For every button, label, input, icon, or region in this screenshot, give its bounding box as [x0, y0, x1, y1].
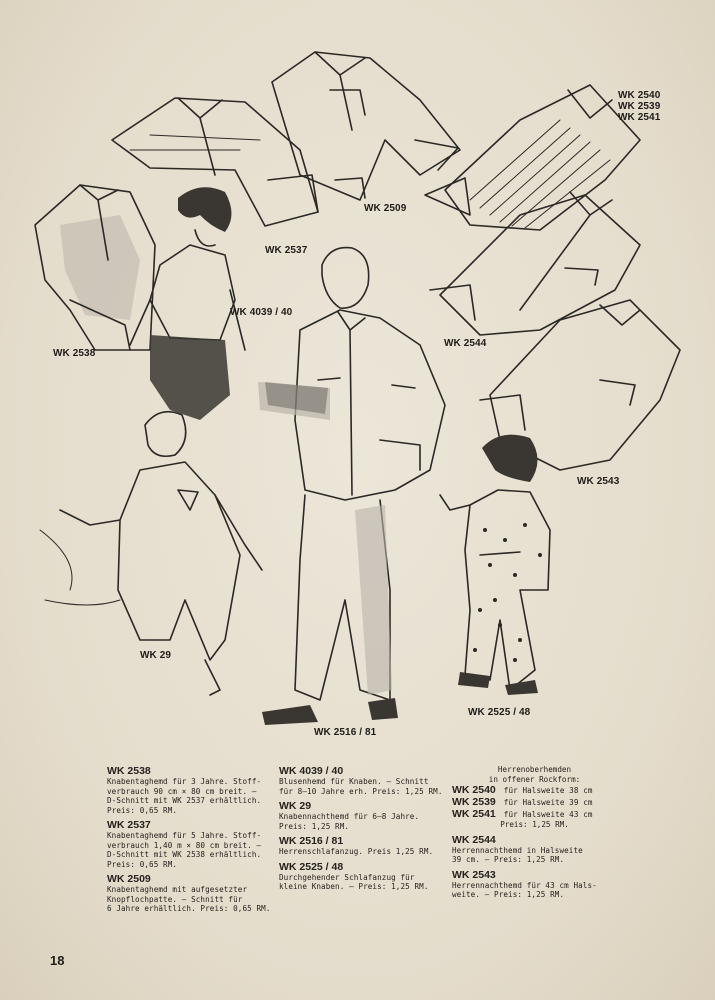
- item-code: WK 2543: [452, 868, 496, 881]
- label-wk2540: WK 2540: [618, 90, 661, 101]
- size-row: [452, 796, 617, 808]
- boy-sketch-4039: [130, 187, 245, 420]
- item-code: WK 2509: [107, 873, 151, 885]
- shirt-sketch-2540: [425, 85, 640, 230]
- item-text: Herrennachthemd in Halsweite: [452, 845, 583, 855]
- shirt-sketch-2538: [35, 185, 155, 350]
- item-text: 39 cm. — Preis: 1,25 RM.: [452, 855, 565, 864]
- page-number: 18: [50, 953, 65, 968]
- item-code: WK 2544: [452, 833, 496, 846]
- label-wk29: WK 29: [140, 650, 172, 661]
- shirt-sketch-2509: [272, 52, 460, 200]
- item-code: WK 4039 / 40: [279, 765, 344, 777]
- item-code: WK 29: [279, 800, 312, 812]
- item-text: Knabentaghemd für 3 Jahre. Stoff-: [107, 777, 262, 786]
- item-text: Knabennachthemd für 6—8 Jahre.: [279, 812, 420, 821]
- label-wk2544: WK 2544: [444, 338, 487, 349]
- item-text: Herrennachthemd für 43 cm Hals-: [452, 880, 597, 890]
- label-wk2525: WK 2525 / 48: [468, 707, 531, 718]
- item-text: Herrenschlafanzug. Preis 1,25 RM.: [279, 847, 434, 856]
- man-sketch-2516: [258, 248, 445, 725]
- item-text: weite. — Preis: 1,25 RM.: [452, 890, 565, 899]
- column-heading: Herrenoberhemden: [497, 765, 572, 774]
- label-wk2541: WK 2541: [618, 112, 661, 123]
- item-text: Durchgehender Schlafanzug für: [279, 872, 415, 882]
- item-text: Knabentaghemd mit aufgesetzter: [107, 885, 248, 894]
- item-text: für Halsweite 43 cm: [503, 810, 593, 819]
- column-heading: in offener Rockform:: [488, 774, 581, 784]
- label-wk2516: WK 2516 / 81: [314, 727, 377, 738]
- item-text: für Halsweite 38 cm: [503, 786, 593, 795]
- item-text: Knopflochpatte. — Schnitt für: [107, 894, 243, 904]
- label-wk2538: WK 2538: [53, 348, 96, 359]
- size-row: [452, 784, 617, 796]
- label-wk2543: WK 2543: [577, 476, 620, 487]
- item-code: WK 2525 / 48: [279, 860, 344, 873]
- item-text: verbrauch 90 cm × 80 cm breit. —: [107, 786, 257, 796]
- item-text: verbrauch 1,40 m × 80 cm breit. —: [107, 840, 262, 850]
- item-text: für 8—10 Jahre erh. Preis: 1,25 RM.: [279, 786, 443, 796]
- label-wk2509: WK 2509: [364, 203, 407, 214]
- item-code: WK 2537: [107, 819, 151, 831]
- item-text: Knabentaghemd für 5 Jahre. Stoff-: [107, 831, 262, 840]
- item-code: WK 2538: [107, 765, 151, 777]
- item-text: für Halsweite 39 cm: [503, 798, 593, 807]
- item-code: WK 2516 / 81: [279, 835, 344, 847]
- label-wk2537: WK 2537: [265, 245, 308, 256]
- price-text: Preis: 1,25 RM.: [500, 820, 569, 829]
- description-column-1: [107, 765, 277, 914]
- size-row: [452, 808, 617, 820]
- item-text: D-Schnitt mit WK 2538 erhältlich.: [107, 850, 262, 859]
- item-text: Preis: 1,25 RM.: [279, 821, 350, 831]
- item-code: WK 2540: [452, 784, 496, 796]
- item-code: WK 2541: [452, 808, 496, 820]
- label-wk4039: WK 4039 / 40: [230, 307, 293, 318]
- item-text: Preis: 0,65 RM.: [107, 859, 178, 869]
- item-code: WK 2539: [452, 796, 496, 808]
- item-text: 6 Jahre erhältlich. Preis: 0,65 RM.: [107, 904, 271, 913]
- item-text: D-Schnitt mit WK 2537 erhältlich.: [107, 796, 262, 805]
- boy-sketch-2525: [440, 435, 550, 695]
- label-wk2539: WK 2539: [618, 101, 661, 112]
- description-column-2: [279, 765, 449, 892]
- item-text: kleine Knaben. — Preis: 1,25 RM.: [279, 882, 429, 891]
- item-text: Preis: 0,65 RM.: [107, 805, 178, 815]
- item-text: Blusenhemd für Knaben. — Schnitt: [279, 777, 429, 786]
- description-column-3: [452, 765, 617, 900]
